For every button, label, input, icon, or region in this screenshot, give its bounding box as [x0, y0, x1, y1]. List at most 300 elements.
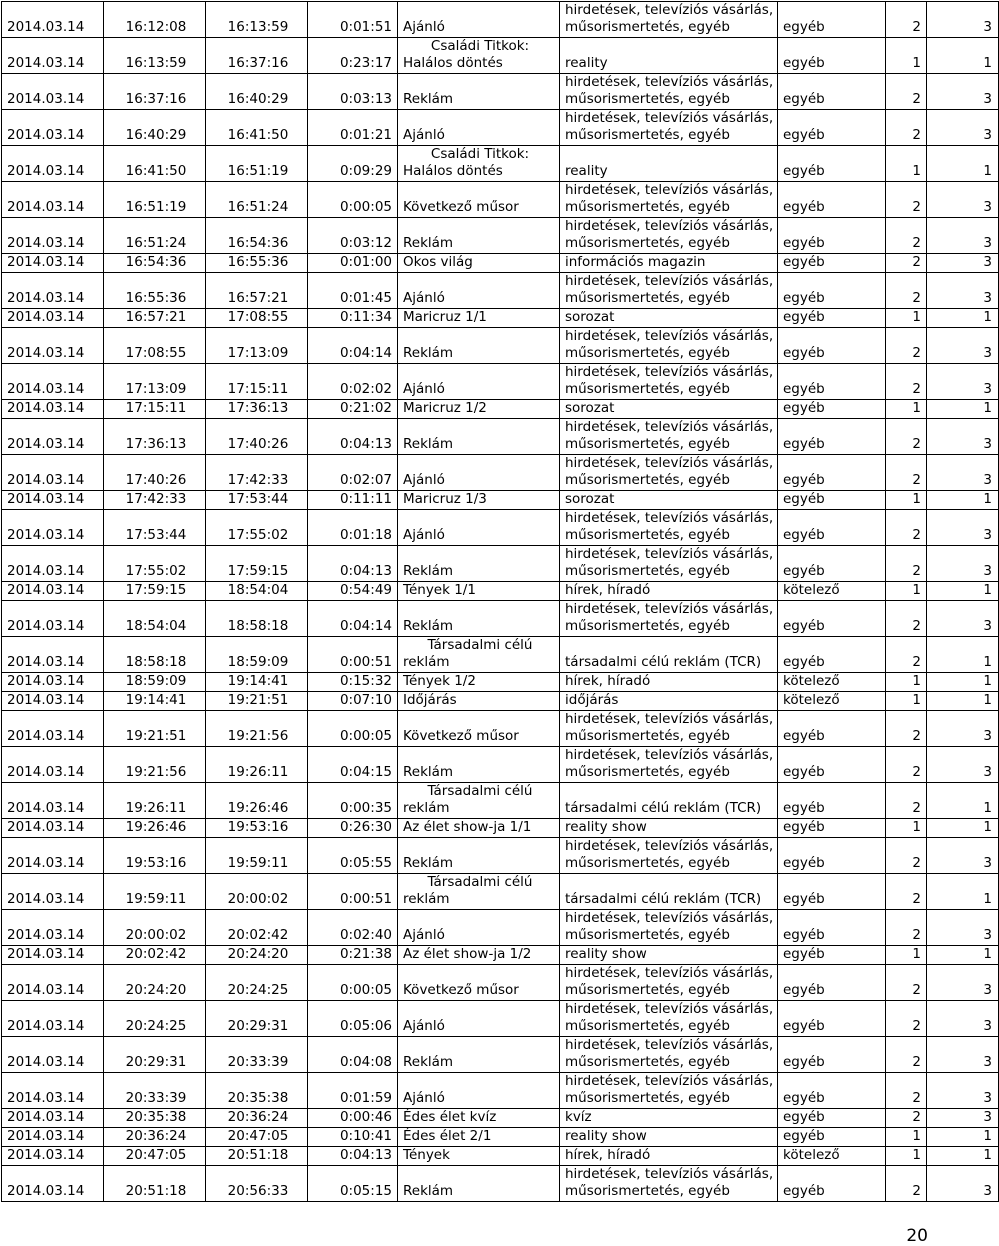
cell-end-time: 20:47:05	[206, 1128, 308, 1147]
cell-code-2: 3	[927, 747, 999, 783]
genre-line: műsorismertetés, egyéb	[565, 563, 730, 579]
cell-duration: 0:23:17	[308, 38, 398, 74]
cell-genre	[560, 711, 778, 747]
cell-category: egyéb	[778, 2, 886, 38]
cell-code-2: 3	[927, 601, 999, 637]
table-row	[2, 491, 999, 510]
cell-genre	[560, 838, 778, 874]
program-line: Ajánló	[403, 527, 445, 543]
cell-code-2: 1	[927, 637, 999, 673]
cell-category: egyéb	[778, 1166, 886, 1202]
cell-end-time: 20:00:02	[206, 874, 308, 910]
cell-category: egyéb	[778, 1128, 886, 1147]
cell-program	[398, 218, 560, 254]
program-line: Tények	[403, 1147, 450, 1163]
cell-category: egyéb	[778, 146, 886, 182]
cell-genre	[560, 74, 778, 110]
cell-code-2: 3	[927, 1166, 999, 1202]
cell-date: 2014.03.14	[2, 254, 104, 273]
cell-category: egyéb	[778, 38, 886, 74]
cell-duration: 0:01:21	[308, 110, 398, 146]
cell-category: egyéb	[778, 218, 886, 254]
genre-line: reality show	[565, 946, 647, 962]
cell-code-2: 1	[927, 400, 999, 419]
cell-date: 2014.03.14	[2, 819, 104, 838]
table-row	[2, 273, 999, 309]
cell-program	[398, 582, 560, 601]
cell-date: 2014.03.14	[2, 38, 104, 74]
cell-code-2: 3	[927, 546, 999, 582]
table-row	[2, 1001, 999, 1037]
cell-code-1: 1	[886, 946, 927, 965]
cell-code-1: 2	[886, 965, 927, 1001]
table-row	[2, 910, 999, 946]
cell-duration: 0:04:13	[308, 419, 398, 455]
cell-genre	[560, 254, 778, 273]
cell-start-time: 19:59:11	[104, 874, 206, 910]
cell-code-2: 1	[927, 874, 999, 910]
cell-start-time: 16:13:59	[104, 38, 206, 74]
cell-program	[398, 38, 560, 74]
cell-code-2: 3	[927, 254, 999, 273]
cell-date: 2014.03.14	[2, 491, 104, 510]
program-line: reklám	[403, 800, 450, 816]
cell-code-1: 2	[886, 1073, 927, 1109]
cell-end-time: 16:37:16	[206, 38, 308, 74]
genre-line: hirdetések, televíziós vásárlás,	[565, 1001, 774, 1017]
cell-code-1: 1	[886, 692, 927, 711]
cell-code-1: 2	[886, 783, 927, 819]
cell-program	[398, 747, 560, 783]
cell-program	[398, 546, 560, 582]
cell-category: egyéb	[778, 400, 886, 419]
cell-genre	[560, 637, 778, 673]
cell-duration: 0:00:05	[308, 965, 398, 1001]
cell-code-1: 1	[886, 1128, 927, 1147]
cell-genre	[560, 819, 778, 838]
cell-start-time: 17:53:44	[104, 510, 206, 546]
cell-date: 2014.03.14	[2, 419, 104, 455]
cell-code-1: 2	[886, 1166, 927, 1202]
cell-program	[398, 1147, 560, 1166]
cell-end-time: 16:55:36	[206, 254, 308, 273]
cell-genre	[560, 783, 778, 819]
cell-end-time: 19:14:41	[206, 673, 308, 692]
cell-code-2: 1	[927, 38, 999, 74]
cell-program	[398, 910, 560, 946]
cell-end-time: 18:54:04	[206, 582, 308, 601]
genre-line: műsorismertetés, egyéb	[565, 1018, 730, 1034]
cell-genre	[560, 1166, 778, 1202]
program-line: Ajánló	[403, 1090, 445, 1106]
table-row	[2, 601, 999, 637]
cell-genre	[560, 218, 778, 254]
cell-date: 2014.03.14	[2, 1037, 104, 1073]
cell-category: egyéb	[778, 783, 886, 819]
cell-start-time: 16:51:19	[104, 182, 206, 218]
cell-start-time: 19:21:56	[104, 747, 206, 783]
genre-line: műsorismertetés, egyéb	[565, 527, 730, 543]
cell-end-time: 17:08:55	[206, 309, 308, 328]
genre-line: társadalmi célú reklám (TCR)	[565, 891, 762, 907]
genre-line: hírek, híradó	[565, 582, 651, 598]
cell-date: 2014.03.14	[2, 747, 104, 783]
genre-line: műsorismertetés, egyéb	[565, 982, 730, 998]
table-row	[2, 692, 999, 711]
cell-duration: 0:05:06	[308, 1001, 398, 1037]
table-row	[2, 747, 999, 783]
cell-code-2: 3	[927, 838, 999, 874]
cell-program	[398, 874, 560, 910]
table-row	[2, 110, 999, 146]
genre-line: műsorismertetés, egyéb	[565, 19, 730, 35]
program-line: Édes élet 2/1	[403, 1128, 492, 1144]
cell-date: 2014.03.14	[2, 273, 104, 309]
cell-code-2: 3	[927, 1037, 999, 1073]
genre-line: hirdetések, televíziós vásárlás,	[565, 364, 774, 380]
genre-line: hirdetések, televíziós vásárlás,	[565, 838, 774, 854]
cell-duration: 0:04:13	[308, 546, 398, 582]
cell-duration: 0:04:08	[308, 1037, 398, 1073]
genre-line: hirdetések, televíziós vásárlás,	[565, 711, 774, 727]
genre-line: műsorismertetés, egyéb	[565, 381, 730, 397]
table-row	[2, 510, 999, 546]
cell-code-1: 2	[886, 419, 927, 455]
cell-start-time: 16:40:29	[104, 110, 206, 146]
cell-duration: 0:03:12	[308, 218, 398, 254]
genre-line: hirdetések, televíziós vásárlás,	[565, 74, 774, 90]
cell-date: 2014.03.14	[2, 218, 104, 254]
cell-start-time: 16:41:50	[104, 146, 206, 182]
cell-code-2: 3	[927, 1073, 999, 1109]
cell-category: egyéb	[778, 747, 886, 783]
cell-category: egyéb	[778, 254, 886, 273]
cell-program	[398, 1073, 560, 1109]
genre-line: műsorismertetés, egyéb	[565, 618, 730, 634]
cell-duration: 0:04:14	[308, 601, 398, 637]
cell-start-time: 16:12:08	[104, 2, 206, 38]
cell-genre	[560, 455, 778, 491]
genre-line: hirdetések, televíziós vásárlás,	[565, 1037, 774, 1053]
cell-code-1: 2	[886, 546, 927, 582]
cell-date: 2014.03.14	[2, 874, 104, 910]
genre-line: társadalmi célú reklám (TCR)	[565, 800, 762, 816]
genre-line: hirdetések, televíziós vásárlás,	[565, 2, 774, 18]
cell-category: kötelező	[778, 582, 886, 601]
table-row	[2, 419, 999, 455]
cell-program	[398, 491, 560, 510]
cell-genre	[560, 273, 778, 309]
genre-line: hirdetések, televíziós vásárlás,	[565, 218, 774, 234]
cell-code-2: 3	[927, 74, 999, 110]
genre-line: hirdetések, televíziós vásárlás,	[565, 328, 774, 344]
cell-date: 2014.03.14	[2, 1073, 104, 1109]
cell-date: 2014.03.14	[2, 1147, 104, 1166]
program-line: Maricruz 1/1	[403, 309, 487, 325]
cell-end-time: 19:26:46	[206, 783, 308, 819]
cell-program	[398, 783, 560, 819]
cell-end-time: 16:51:24	[206, 182, 308, 218]
table-row	[2, 1128, 999, 1147]
program-line: Ajánló	[403, 290, 445, 306]
cell-end-time: 20:24:20	[206, 946, 308, 965]
cell-date: 2014.03.14	[2, 582, 104, 601]
genre-line: információs magazin	[565, 254, 706, 270]
program-line: Következő műsor	[403, 728, 519, 744]
cell-date: 2014.03.14	[2, 601, 104, 637]
program-line: Reklám	[403, 618, 454, 634]
genre-line: sorozat	[565, 309, 615, 325]
cell-end-time: 16:57:21	[206, 273, 308, 309]
cell-start-time: 20:47:05	[104, 1147, 206, 1166]
cell-category: egyéb	[778, 455, 886, 491]
table-row	[2, 74, 999, 110]
cell-end-time: 20:29:31	[206, 1001, 308, 1037]
cell-program	[398, 2, 560, 38]
genre-line: hirdetések, televíziós vásárlás,	[565, 601, 774, 617]
cell-end-time: 17:40:26	[206, 419, 308, 455]
cell-program	[398, 838, 560, 874]
cell-genre	[560, 673, 778, 692]
program-line: Reklám	[403, 91, 454, 107]
genre-line: reality	[565, 163, 608, 179]
cell-date: 2014.03.14	[2, 400, 104, 419]
cell-genre	[560, 364, 778, 400]
cell-category: egyéb	[778, 637, 886, 673]
cell-end-time: 18:58:18	[206, 601, 308, 637]
cell-category: egyéb	[778, 74, 886, 110]
program-line: Időjárás	[403, 692, 457, 708]
table-row	[2, 946, 999, 965]
cell-duration: 0:01:00	[308, 254, 398, 273]
table-row	[2, 1073, 999, 1109]
table-row	[2, 400, 999, 419]
genre-line: műsorismertetés, egyéb	[565, 472, 730, 488]
cell-program	[398, 309, 560, 328]
cell-start-time: 17:59:15	[104, 582, 206, 601]
page-number: 20	[906, 1226, 928, 1246]
cell-genre	[560, 601, 778, 637]
cell-code-1: 2	[886, 254, 927, 273]
table-row	[2, 182, 999, 218]
table-row	[2, 455, 999, 491]
cell-category: egyéb	[778, 819, 886, 838]
cell-start-time: 20:29:31	[104, 1037, 206, 1073]
genre-line: kvíz	[565, 1109, 592, 1125]
cell-code-1: 2	[886, 74, 927, 110]
cell-genre	[560, 38, 778, 74]
genre-line: sorozat	[565, 491, 615, 507]
cell-code-2: 1	[927, 1128, 999, 1147]
cell-code-2: 1	[927, 692, 999, 711]
cell-end-time: 19:53:16	[206, 819, 308, 838]
cell-end-time: 17:36:13	[206, 400, 308, 419]
genre-line: hirdetések, televíziós vásárlás,	[565, 910, 774, 926]
genre-line: társadalmi célú reklám (TCR)	[565, 654, 762, 670]
cell-program	[398, 455, 560, 491]
genre-line: hirdetések, televíziós vásárlás,	[565, 273, 774, 289]
cell-date: 2014.03.14	[2, 182, 104, 218]
genre-line: műsorismertetés, egyéb	[565, 91, 730, 107]
cell-code-2: 3	[927, 419, 999, 455]
cell-genre	[560, 309, 778, 328]
genre-line: műsorismertetés, egyéb	[565, 290, 730, 306]
table-row	[2, 637, 999, 673]
cell-program	[398, 637, 560, 673]
cell-category: egyéb	[778, 546, 886, 582]
genre-line: műsorismertetés, egyéb	[565, 345, 730, 361]
table-row	[2, 146, 999, 182]
cell-code-2: 3	[927, 2, 999, 38]
cell-start-time: 20:24:20	[104, 965, 206, 1001]
genre-line: hírek, híradó	[565, 1147, 651, 1163]
program-line: Ajánló	[403, 127, 445, 143]
program-line: Reklám	[403, 235, 454, 251]
table-row	[2, 582, 999, 601]
cell-program	[398, 601, 560, 637]
cell-date: 2014.03.14	[2, 946, 104, 965]
cell-code-2: 1	[927, 309, 999, 328]
cell-date: 2014.03.14	[2, 783, 104, 819]
program-line: Okos világ	[403, 254, 473, 270]
cell-start-time: 19:21:51	[104, 711, 206, 747]
cell-category: egyéb	[778, 491, 886, 510]
cell-genre	[560, 1147, 778, 1166]
table-row	[2, 711, 999, 747]
table-row	[2, 1166, 999, 1202]
cell-category: egyéb	[778, 419, 886, 455]
cell-end-time: 16:40:29	[206, 74, 308, 110]
cell-program	[398, 254, 560, 273]
cell-code-1: 2	[886, 1037, 927, 1073]
cell-start-time: 17:15:11	[104, 400, 206, 419]
cell-category: egyéb	[778, 309, 886, 328]
genre-line: hirdetések, televíziós vásárlás,	[565, 747, 774, 763]
cell-program	[398, 965, 560, 1001]
table-row	[2, 38, 999, 74]
cell-code-2: 3	[927, 455, 999, 491]
cell-date: 2014.03.14	[2, 328, 104, 364]
cell-date: 2014.03.14	[2, 838, 104, 874]
cell-program	[398, 711, 560, 747]
cell-code-1: 1	[886, 38, 927, 74]
cell-duration: 0:21:02	[308, 400, 398, 419]
cell-end-time: 16:54:36	[206, 218, 308, 254]
broadcast-log-sheet	[1, 1, 992, 1202]
genre-line: reality show	[565, 819, 647, 835]
cell-end-time: 18:59:09	[206, 637, 308, 673]
cell-start-time: 17:13:09	[104, 364, 206, 400]
cell-code-1: 1	[886, 309, 927, 328]
program-line: reklám	[403, 654, 450, 670]
cell-end-time: 20:36:24	[206, 1109, 308, 1128]
cell-duration: 0:10:41	[308, 1128, 398, 1147]
genre-line: hirdetések, televíziós vásárlás,	[565, 1166, 774, 1182]
cell-date: 2014.03.14	[2, 146, 104, 182]
cell-code-1: 2	[886, 1001, 927, 1037]
cell-program	[398, 146, 560, 182]
cell-genre	[560, 182, 778, 218]
cell-category: egyéb	[778, 874, 886, 910]
program-line: Társadalmi célú	[427, 783, 533, 799]
cell-genre	[560, 946, 778, 965]
cell-program	[398, 510, 560, 546]
cell-program	[398, 1001, 560, 1037]
cell-date: 2014.03.14	[2, 673, 104, 692]
cell-genre	[560, 400, 778, 419]
table-row	[2, 328, 999, 364]
program-line: Reklám	[403, 855, 454, 871]
cell-code-2: 3	[927, 364, 999, 400]
cell-date: 2014.03.14	[2, 637, 104, 673]
cell-duration: 0:00:51	[308, 637, 398, 673]
cell-duration: 0:21:38	[308, 946, 398, 965]
table-row	[2, 254, 999, 273]
cell-code-1: 1	[886, 146, 927, 182]
cell-duration: 0:11:34	[308, 309, 398, 328]
cell-code-2: 3	[927, 510, 999, 546]
cell-code-1: 2	[886, 747, 927, 783]
genre-line: hirdetések, televíziós vásárlás,	[565, 965, 774, 981]
program-line: Maricruz 1/3	[403, 491, 487, 507]
cell-category: egyéb	[778, 1073, 886, 1109]
cell-program	[398, 946, 560, 965]
genre-line: műsorismertetés, egyéb	[565, 199, 730, 215]
cell-duration: 0:03:13	[308, 74, 398, 110]
table-row	[2, 1109, 999, 1128]
cell-code-1: 2	[886, 1109, 927, 1128]
cell-end-time: 17:13:09	[206, 328, 308, 364]
cell-date: 2014.03.14	[2, 1109, 104, 1128]
program-line: Társadalmi célú	[427, 637, 533, 653]
cell-genre	[560, 1037, 778, 1073]
cell-start-time: 20:00:02	[104, 910, 206, 946]
cell-end-time: 17:59:15	[206, 546, 308, 582]
cell-end-time: 16:51:19	[206, 146, 308, 182]
cell-date: 2014.03.14	[2, 510, 104, 546]
program-line: Családi Titkok:	[430, 38, 530, 54]
program-line: Reklám	[403, 563, 454, 579]
table-row	[2, 874, 999, 910]
program-line: Tények 1/1	[403, 582, 476, 598]
table-row	[2, 1147, 999, 1166]
cell-category: egyéb	[778, 1037, 886, 1073]
genre-line: reality	[565, 55, 608, 71]
cell-code-1: 1	[886, 673, 927, 692]
cell-date: 2014.03.14	[2, 692, 104, 711]
cell-end-time: 20:51:18	[206, 1147, 308, 1166]
cell-code-2: 3	[927, 273, 999, 309]
cell-genre	[560, 692, 778, 711]
cell-genre	[560, 1073, 778, 1109]
genre-line: műsorismertetés, egyéb	[565, 855, 730, 871]
cell-duration: 0:02:07	[308, 455, 398, 491]
cell-category: kötelező	[778, 1147, 886, 1166]
cell-category: egyéb	[778, 182, 886, 218]
cell-genre	[560, 1001, 778, 1037]
cell-program	[398, 400, 560, 419]
genre-line: műsorismertetés, egyéb	[565, 436, 730, 452]
cell-end-time: 17:15:11	[206, 364, 308, 400]
cell-start-time: 19:26:46	[104, 819, 206, 838]
cell-duration: 0:02:02	[308, 364, 398, 400]
genre-line: műsorismertetés, egyéb	[565, 235, 730, 251]
cell-code-1: 1	[886, 1147, 927, 1166]
cell-code-1: 2	[886, 328, 927, 364]
table-row	[2, 838, 999, 874]
cell-genre	[560, 1128, 778, 1147]
cell-category: egyéb	[778, 273, 886, 309]
